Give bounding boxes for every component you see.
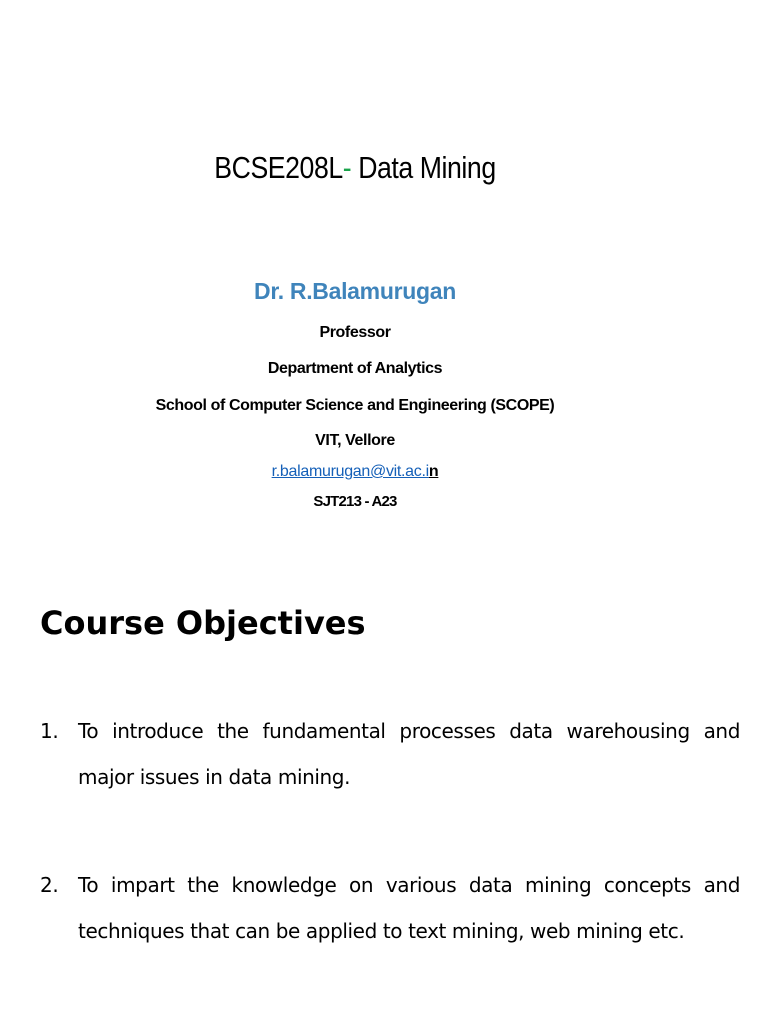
author-office: SJT213 - A23 (313, 493, 397, 510)
course-code: BCSE208L (214, 150, 343, 185)
list-item (40, 862, 740, 954)
section-heading: Course Objectives (40, 604, 366, 642)
author-name: Dr. R.Balamurugan (254, 278, 456, 304)
list-item (40, 708, 740, 800)
list-item-number: 1. (40, 719, 59, 743)
title-dash: - (342, 150, 352, 185)
author-email (0, 463, 710, 481)
email-tail: n (428, 463, 439, 480)
course-title (50, 150, 661, 186)
author-designation: Professor (319, 324, 391, 341)
author-institution: VIT, Vellore (315, 432, 395, 449)
email-link[interactable]: r.balamurugan@vit.ac.i (271, 463, 429, 480)
list-item-number: 2. (40, 873, 59, 897)
list-item-text: To introduce the fundamental processes data warehousing and major issues in data mining. (78, 719, 740, 789)
list-item-text: To impart the knowledge on various data mining concepts and techniques that can be applied to text mining, web mining etc. (78, 873, 740, 943)
author-school: School of Computer Science and Engineering (SCOPE) (155, 397, 555, 414)
author-department: Department of Analytics (267, 360, 443, 377)
objectives-list (40, 708, 740, 954)
course-name: Data Mining (351, 150, 496, 185)
